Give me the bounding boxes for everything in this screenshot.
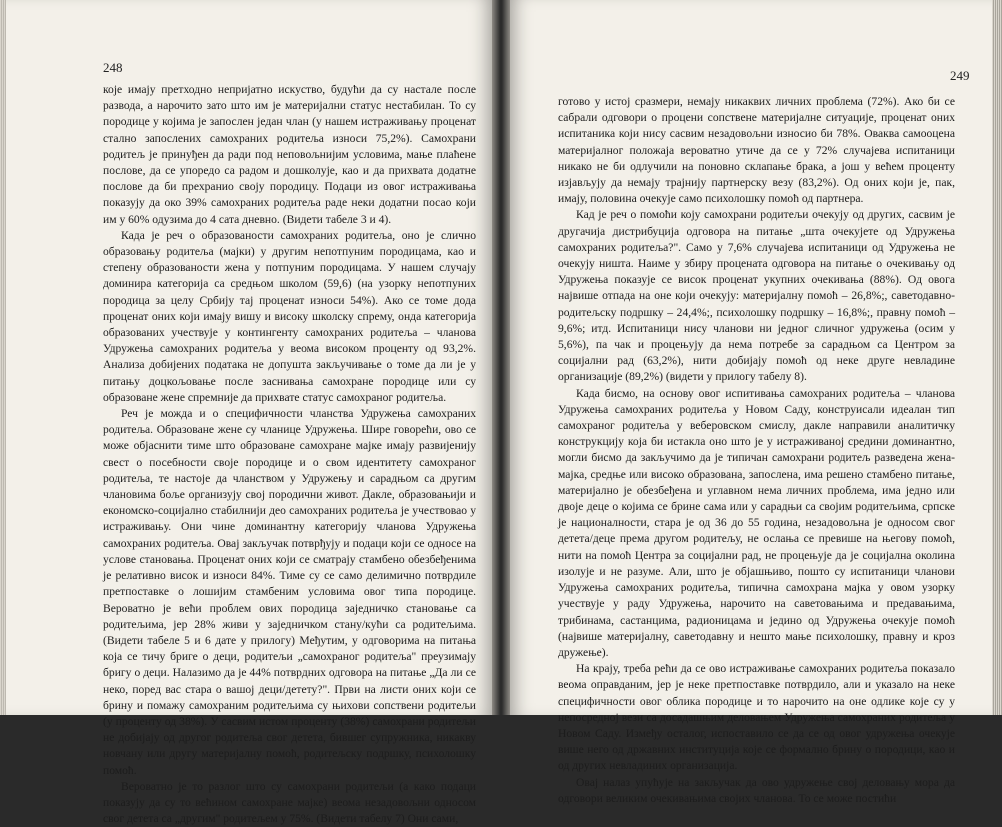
page-edges xyxy=(0,0,6,715)
paragraph: које имају претходно непријатно искуство, будући да су настале после развода, а нарочито зато што им је материјални статус нестабилан. То су породице у којима је запослен један члан (у нашем истраживању проценат стално запослених самохраних родитеља износи 75,2%). Самохрани родитељ је принуђен да ради под неповољнијим условима, мање плаћене послове, да се упоредо са радом и дошколује, као и да прихвата додатне послове да би прехранио своју породицу. Подаци из овог истраживања показују да око 39% самохраних родитеља раде неки додатни посао који им у 60% одузима до 4 сата дневно. (Видети табеле 3 и 4). xyxy=(103,83,476,226)
page-edges xyxy=(992,0,1002,715)
paragraph: Када је реч о образованости самохраних родитеља, оно је слично образовању родитеља (мајки) у другим непотпуним породицама, као и степену образованости жена у потпуним породицама. У нашем случају доминира категорија са средњом школом (59,6) (на узорку непотпуних породица за целу Србију тај проценат износи 54%). Ако се томе дода проценат оних који имају вишу и високу школску спрему, онда категорија образованих учествује у контингенту самохраних родитеља – чланова Удружења самохраних родитеља у веома високом проценту од 93,2%. Анализа добијених података не допушта закључивање о томе да ли је у питању доцкољовање после заснивања самохране породице или су образоване жене спремније да прихвате статус самохраног родитеља. xyxy=(103,228,476,404)
paragraph: Вероватно је то разлог што су самохрани родитељи (а како подаци показују да су то већином самохране мајке) веома незадовољни односом свог детета са „другим" родитељем у 75%. (Видети табелу 7) Они сами, xyxy=(103,779,476,826)
right-page xyxy=(510,0,1002,805)
paragraph: готово у истој сразмери, немају никаквих личних проблема (72%). Ако би се сабрали одговори о процени сопствене материјалне ситуације, проценат оних испитаника који нису сасвим незадовољни износио би 78%. Оваква самооцена материјалног положаја вероватно утиче да се у 72% случајева испитаници никако не би одлучили на поновно склапање брака, а још у већем проценту изјављују да немају трајнију партнерску везу (83,2%). Од оних који је, пак, имају, половина очекује само психолошку помоћ од партнера. xyxy=(558,95,955,206)
book-gutter xyxy=(492,0,510,715)
page-number: 249 xyxy=(950,68,970,83)
paragraph: Кад је реч о помоћи коју самохрани родитељи очекују од других, сасвим је другачија дистрибуција одговора на питање „шта очекујете од Удружења самохраних родитеља?". Само у 7,6% случајева испитаници од Удружења не очекују ништа. Наиме у збиру процената одговора на питање о очекивању од Удружења показује се висок проценат укупних очекивања (88%). Од овога највише отпада на оне који очекују: материјалну помоћ – 26,8%;, саветодавно-родитељску подршку – 24,4%;, психолошку подршку – 16,8%;, правну помоћ – 9,6%; итд. Испитаници нису чланови ни једног сличног удружења (осим у 5,6%), па чак и процењују да нема потребе за сарадњом са Центром за социјални рад (63,2%), нити добијају помоћ од неке друге невладине организације (89,2%) (видети у прилогу табелу 8). xyxy=(558,208,955,384)
paragraph: Реч је можда и о специфичности чланства Удружења самохраних родитеља. Образоване жене су чланице Удружења. Шире говорећи, ово се може објаснити тиме што образоване самохране мајке имају развијенију свест о посебности своје породице и о свом идентитету самохраног родитеља, те настоје да чланством у Удружењу и сарадњом са другим члановима боље организују свој породични живот. Дакле, образовањији и економско-социјално стабилнији део самохраних родитеља је учествовао у истраживању. Они чине доминантну категорију чланова Удружења самохраних родитеља. Овај закључак потврђују и подаци који се односе на услове становања. Проценат оних који се сматрају стамбено обезбеђенима је релативно висок и износи 84%. Тиме су се само делимично потврдиле претпоставке о лошијим стамбеним условима овог типа породице. Вероватно је већи проблем ових породица заједничко становање са родитељима, јер 28% живи у заједничком стану/кући са родитељима. (Видети табеле 5 и 6 дате у прилогу) Међутим, у одговорима на питања која се тичу бриге о деци, родитељи „самохраног родитеља" преузимају бригу о деци. Налазимо да је 44% потврдних одговора на питање „Да ли се неко, поред вас стара о вашој деци/детету?". Први на листи оних који се брину и помажу самохраним родитељима су њихови сопствени родитељи (у проценту од 38%). У сасвим истом проценту (38%) самохрани родитељи не добијају од другог родитеља свог детета, бившег супружника, никакву новчану или другу материјалну помоћ, родитељску подршку, психолошку помоћ. xyxy=(103,407,476,777)
left-page xyxy=(0,0,492,826)
page-number: 248 xyxy=(103,60,123,75)
body-text xyxy=(558,94,955,805)
paragraph: Овај налаз упућује на закључак да ово удружење свој деловању мора да одговори великим очекивањима својих чланова. То се може постићи xyxy=(558,775,955,805)
paragraph: Када бисмо, на основу овог испитивања самохраних родитеља – чланова Удружења самохраних родитеља у Новом Саду, конструисали идеалан тип самохраног родитеља у веберовском смислу, дакле направили аналитичку конструкцију која би истакла оно што је у истраживаној средини доминантно, могли бисмо да закључимо да је типичан самохрани родитељ разведена жена-мајка, средње или високо образована, запослена, има решено стамбено питање, материјално је обезбеђена и углавном нема личних проблема, има једно или двоје деце о којима се брине сама или у сарадњи са својим родитељима, српске је националности, стара је од 36 до 55 година, незадовољна је односом свог детета/деце према другом родитељу, не ослања се превише на његову помоћ, нити на помоћ Центра за социјални рад, не процењује да је социјална околина изолује и не разуме. Али, што је објашњиво, пошто су испитаници чланови Удружења самохраних родитеља, типична самохрана мајка у овом узорку учествује у раду Удружења, нарочито на саветовањима и предавањима, трибинама, састанцима, радионицама и једино од Удружења очекује помоћ (највише материјалну, саветодавну и нешто мање психолошку, правну и кроз дружење). xyxy=(558,386,955,659)
paragraph: На крају, треба рећи да се ово истраживање самохраних родитеља показало веома оправданим, јер је неке претпоставке потврдило, али и указало на неке специфичности овог облика породице и то нарочито на оне одлике које су у непосредној вези са досадашњим деловањем Удружења самохраних родитеља у Новом Саду. Између осталог, испоставило се да се од овог удружења очекује више него од државних институција које се формално брину о породици, као и од других невладиних организација. xyxy=(558,662,955,773)
body-text xyxy=(103,82,476,826)
